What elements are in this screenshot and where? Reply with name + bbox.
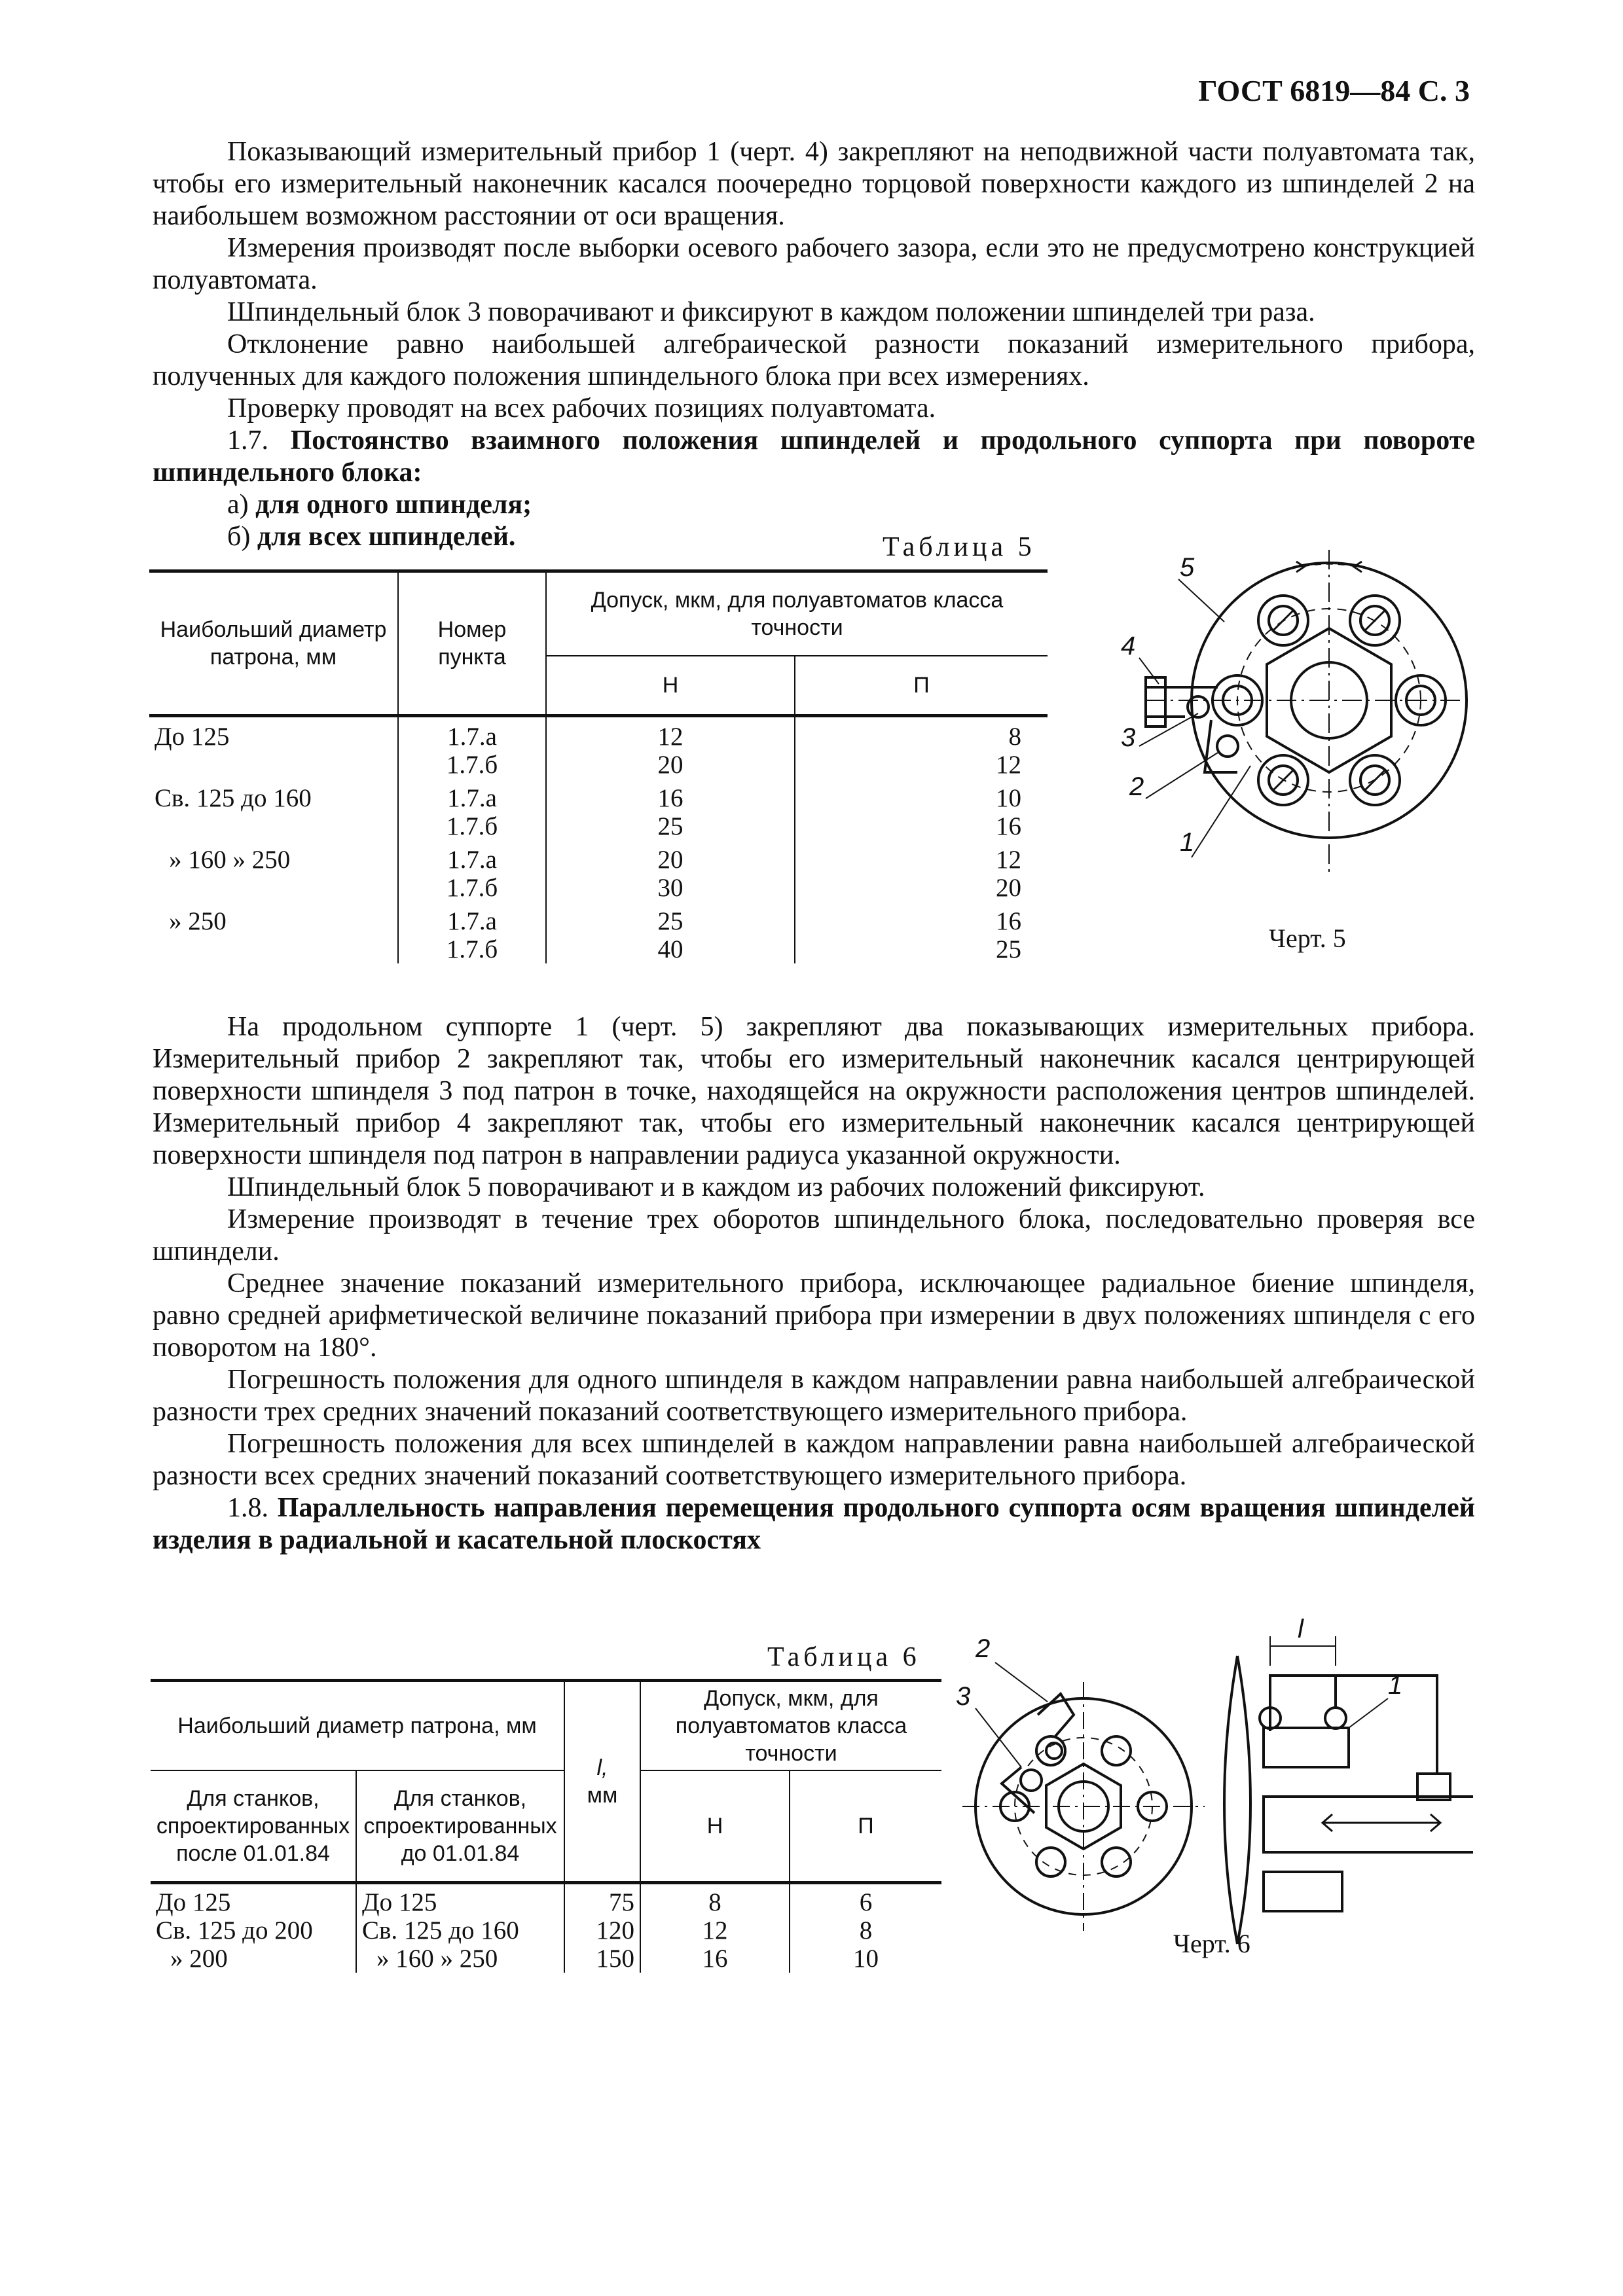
table-header-cell: П [790,1770,941,1883]
callout-4: 4 [1121,632,1136,660]
table-cell: 1.7.а 1.7.б [398,779,546,840]
table-cell: 16 25 [795,902,1048,963]
table-cell: 16 25 [546,779,795,840]
section-number: 1.7. [227,425,268,456]
table-cell: До 125 [155,723,230,751]
table-row [149,779,1048,840]
table-cell: 6 [790,1883,941,1917]
section-title: Постоянство взаимного положения шпинделей и продольного суппорта при повороте шпиндельного блока: [153,425,1476,488]
paragraph: Погрешность положения для одного шпинделя в каждом направлении равна наибольшей алгебраической разности трех средних значений показаний соответствующего измерительного прибора. [153,1365,1475,1427]
paragraph: Шпиндельный блок 3 поворачивают и фиксируют в каждом положении шпинделей три раза. [227,297,1315,327]
list-item-b [153,521,1475,553]
table-cell: 120 [564,1916,640,1945]
paragraph: Среднее значение показаний измерительного прибора, исключающее радиальное биение шпинделя, равно средней арифметической величине показаний прибора при измерении в двух положениях шпинделя с его поворотом на 180°. [153,1268,1475,1363]
table-5-caption: Таблица 5 [883,532,1036,562]
table-header-cell: Наибольший диаметр патрона, мм [149,571,398,716]
paragraph: Отклонение равно наибольшей алгебраической разности показаний измерительного прибора, полученных для каждого положения шпиндельного блока при всех измерениях. [153,329,1475,391]
table-6 [151,1679,941,1973]
table-cell: 25 40 [546,902,795,963]
table-cell: 1.7.а 1.7.б [398,902,546,963]
paragraphs-measurement [153,1011,1475,1556]
table-cell: » 250 [169,907,227,935]
paragraph: Проверку проводят на всех рабочих позициях полуавтомата. [227,393,936,423]
table-cell: 12 20 [795,840,1048,902]
table-cell: До 125 [356,1883,564,1917]
callout-1: 1 [1180,828,1195,857]
paragraph: Показывающий измерительный прибор 1 (черт. 4) закрепляют на неподвижной части полуавтомата так, чтобы его измерительный наконечник касался поочередно торцовой поверхности каждого из шпинделей 2 на наибольшем возможном расстоянии от оси вращения. [153,137,1475,231]
table-header-cell: Наибольший диаметр патрона, мм [151,1681,564,1771]
table-cell: Св. 125 до 160 [356,1916,564,1945]
list-marker: а) [227,490,249,520]
table-cell: 8 [790,1916,941,1945]
table-header-cell: Н [546,656,795,716]
table-cell: 150 [564,1945,640,1973]
table-cell: 1.7.а 1.7.б [398,716,546,780]
table-cell: До 125 [156,1888,231,1916]
table-cell: » 200 [170,1945,228,1973]
table-header-cell: Номер пункта [398,571,546,716]
table-header-cell: Для станков, спроектированных после 01.01.84 [151,1770,356,1883]
table-header-cell: Н [640,1770,790,1883]
paragraph: Измерения производят после выборки осевого рабочего зазора, если это не предусмотрено конструкцией полуавтомата. [153,233,1475,295]
table-cell: 8 [640,1883,790,1917]
table-cell: Св. 125 до 160 [155,784,312,812]
table-cell: 1.7.а 1.7.б [398,840,546,902]
drawing-5 [1106,550,1473,890]
callout-2: 2 [976,1634,991,1663]
list-text: для одного шпинделя; [255,490,532,520]
section-number: 1.8. [227,1493,268,1523]
table-cell: 12 20 [546,716,795,780]
table-header-cell: Допуск, мкм, для полуавтоматов класса точности [546,571,1048,656]
table-row [149,716,1048,780]
table-row [149,902,1048,963]
drawing-6 [956,1617,1473,1957]
table-cell: 12 [640,1916,790,1945]
paragraph: Шпиндельный блок 5 поворачивают и в каждом из рабочих положений фиксируют. [227,1172,1205,1202]
list-text: для всех шпинделей. [257,522,516,552]
table-5 [149,569,1048,963]
table-header-cell: П [795,656,1048,716]
table-cell: 10 [790,1945,941,1973]
table-header-cell: Для станков, спроектированных до 01.01.84 [356,1770,564,1883]
table-6-caption: Таблица 6 [767,1642,921,1672]
drawing-6-caption: Черт. 6 [1173,1929,1250,1958]
table-cell: Св. 125 до 200 [156,1916,313,1945]
page-header: ГОСТ 6819—84 С. 3 [1198,74,1470,107]
table-row [151,1916,941,1945]
section-1-7-heading [153,425,1475,489]
callout-2: 2 [1129,772,1144,801]
paragraphs-intro [153,136,1475,553]
table-row [149,840,1048,902]
section-title: Параллельность направления перемещения продольного суппорта осям вращения шпинделей изделия в радиальной и касательной плоскостях [153,1493,1475,1555]
paragraph: На продольном суппорте 1 (черт. 5) закрепляют два показывающих измерительных прибора. Измерительный прибор 2 закрепляют так, чтобы его измерительный наконечник касался центрирующей поверхности шпинделя 3 под патрон в точке, находящейся на окружности расположения центров шпинделей. Измерительный прибор 4 закрепляют так, чтобы его измерительный наконечник касался центрирующей поверхности шпинделя под патрон в направлении радиуса указанной окружности. [153,1012,1475,1170]
table-cell: 8 12 [795,716,1048,780]
callout-5: 5 [1180,553,1195,582]
table-cell: » 160 » 250 [169,846,291,874]
list-item-a [153,489,1475,521]
drawing-5-caption: Черт. 5 [1269,924,1346,953]
table-cell: 75 [564,1883,640,1917]
table-cell: 16 [640,1945,790,1973]
table-header-cell: l, мм [564,1681,640,1883]
section-1-8-heading [153,1492,1475,1556]
table-cell: 10 16 [795,779,1048,840]
table-cell: 20 30 [546,840,795,902]
table-row [151,1883,941,1917]
table-row [151,1945,941,1973]
paragraph: Измерение производят в течение трех оборотов шпиндельного блока, последовательно проверяя все шпиндели. [153,1204,1475,1266]
callout-3: 3 [1121,723,1136,752]
dimension-l: l [1298,1617,1304,1643]
paragraph: Погрешность положения для всех шпинделей в каждом направлении равна наибольшей алгебраической разности всех средних значений показаний соответствующего измерительного прибора. [153,1429,1475,1491]
table-header-cell: Допуск, мкм, для полуавтоматов класса точности [640,1681,941,1771]
list-marker: б) [227,522,251,552]
table-cell: » 160 » 250 [356,1945,564,1973]
callout-3: 3 [956,1682,971,1711]
callout-1: 1 [1388,1671,1403,1700]
